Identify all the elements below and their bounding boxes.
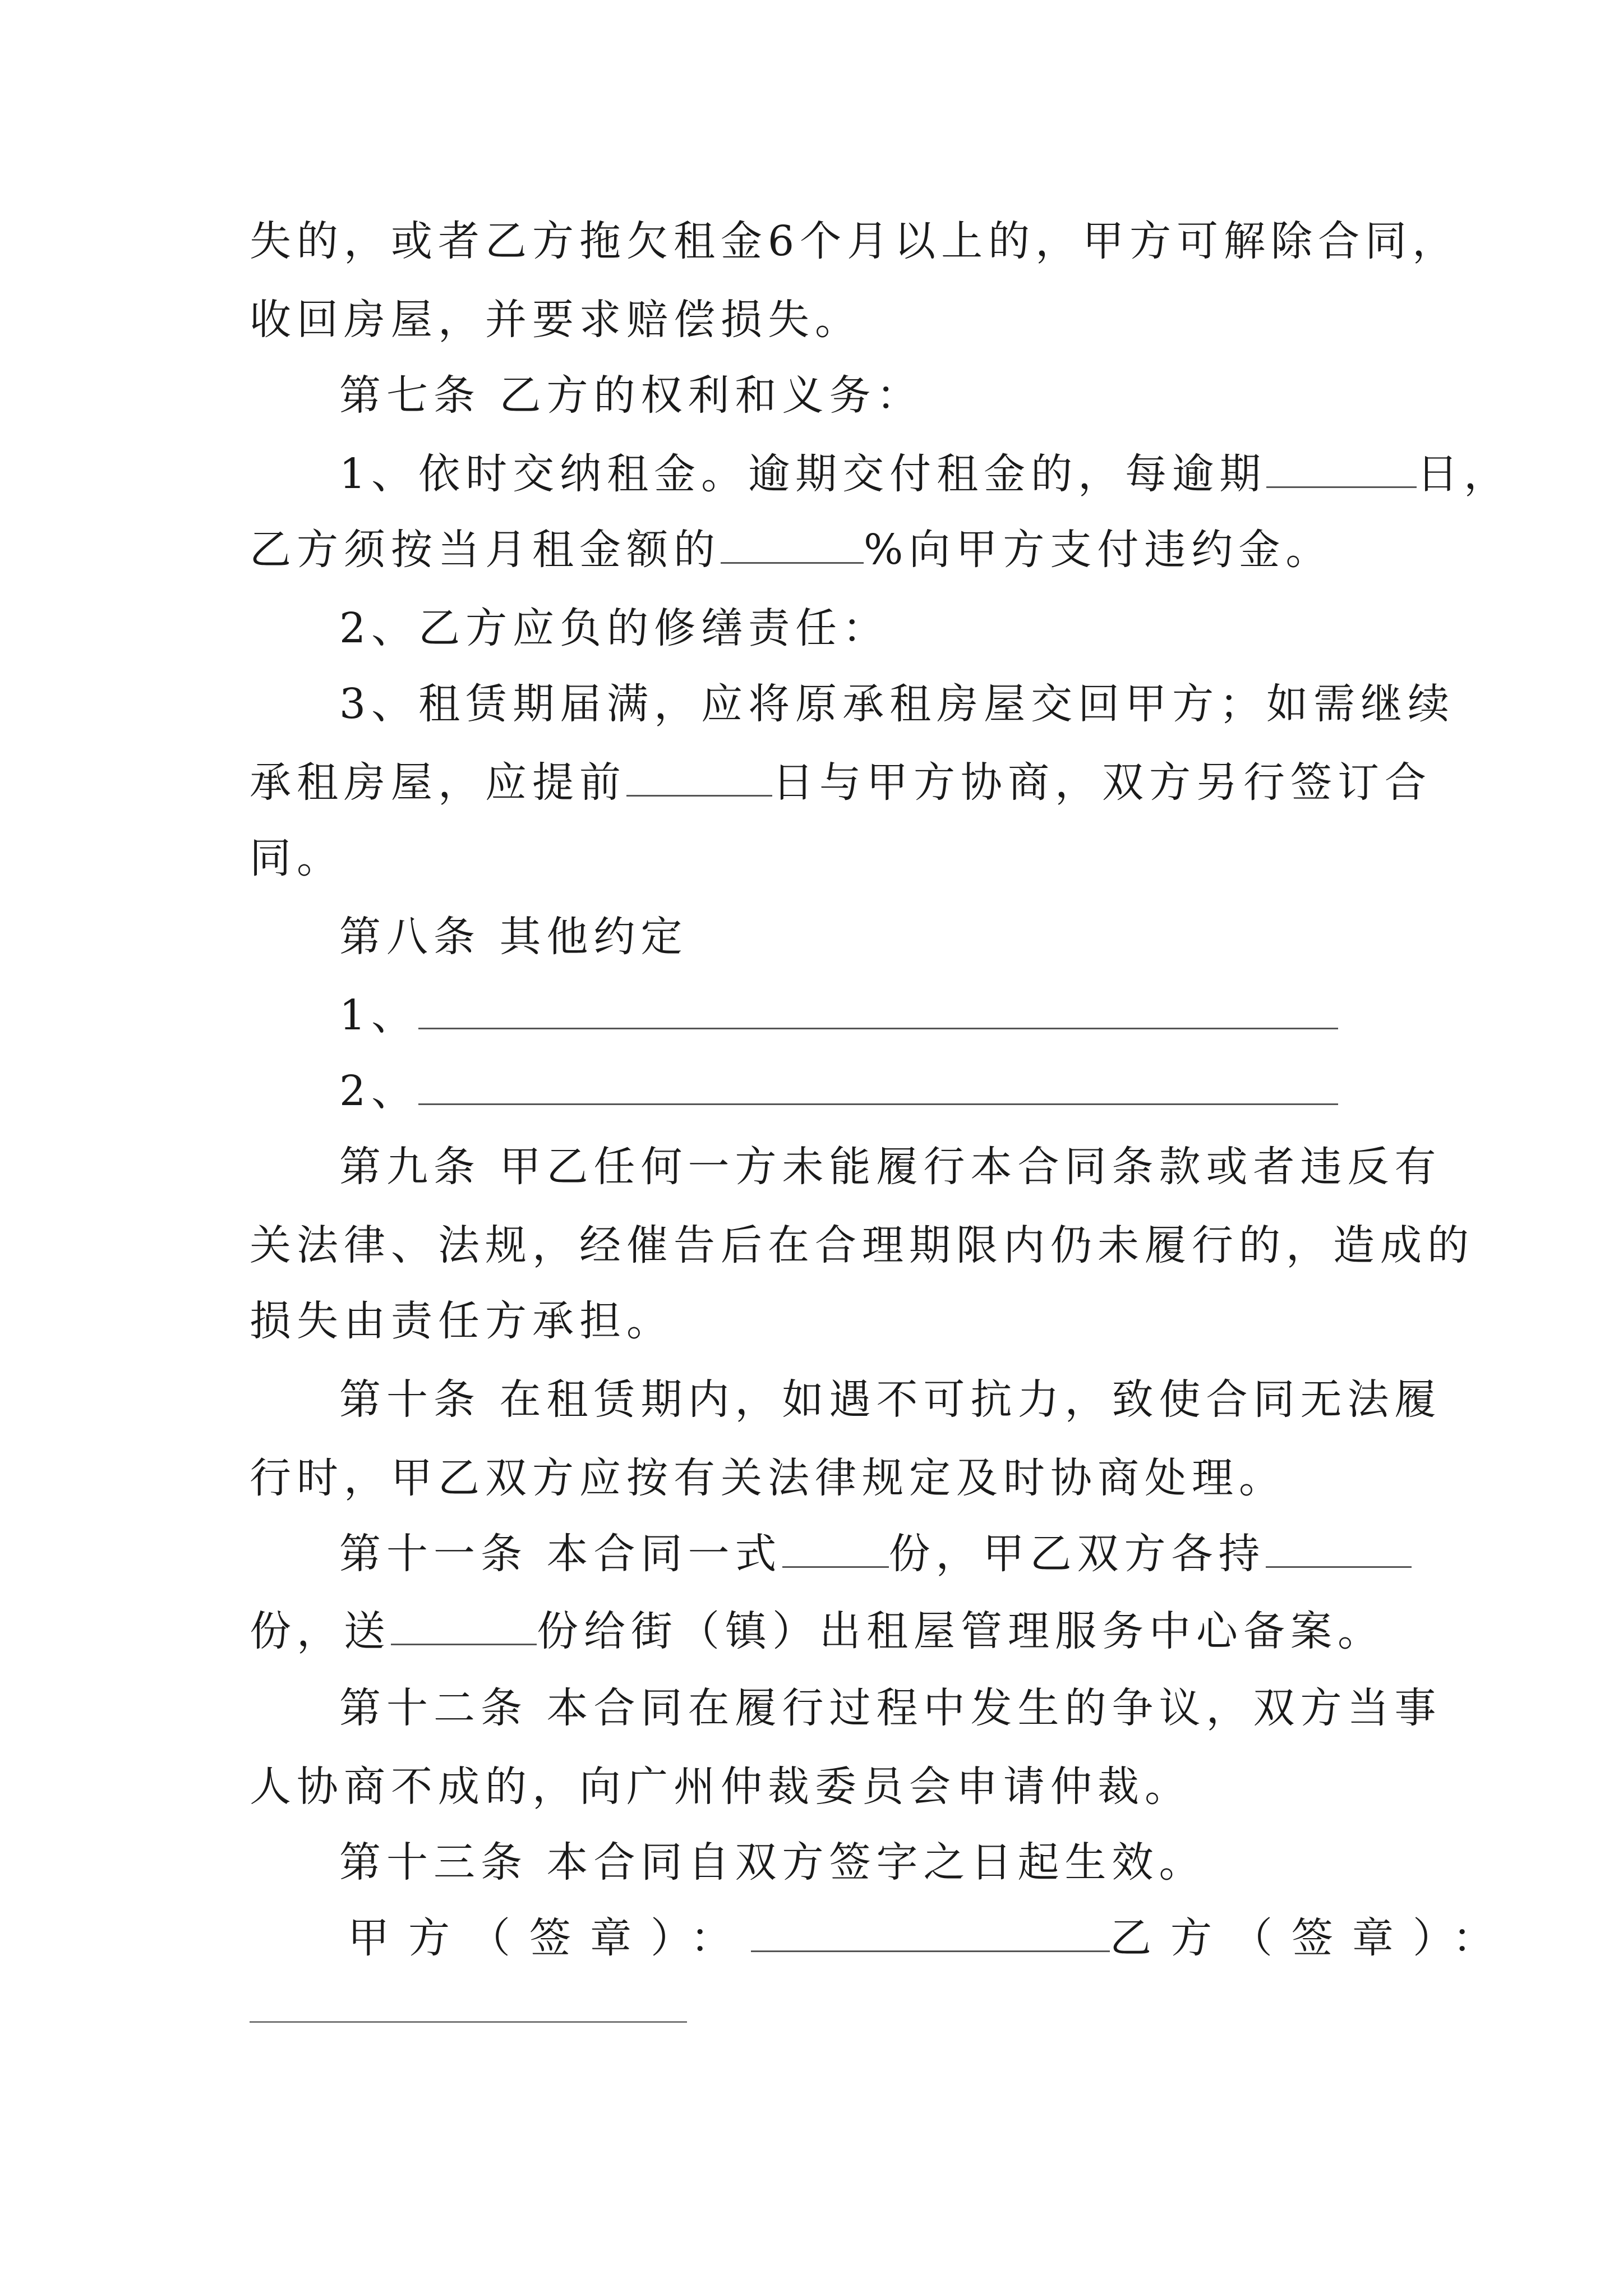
- text-segment: 第十一条 本合同一式: [339, 1530, 782, 1578]
- text-line: [250, 292, 1399, 348]
- text-segment: 第十二条 本合同在履行过程中发生的争议，双方当事: [339, 1684, 1442, 1732]
- text-segment: 2、乙方应负的修缮责任：: [339, 604, 890, 652]
- text-segment: 2、: [339, 1067, 419, 1115]
- text-line: [250, 1293, 1399, 1349]
- text-segment: 承租房屋，应提前: [250, 758, 626, 807]
- section-heading-8: [339, 909, 1489, 965]
- section-heading-7: [339, 367, 1489, 424]
- text-segment: 第九条 甲乙任何一方未能履行本合同条款或者违反有: [339, 1143, 1442, 1191]
- section-heading-9: [339, 1139, 1489, 1195]
- party-b-signature-blank: [250, 2021, 687, 2023]
- party-a-signature-blank: [751, 1916, 1110, 1952]
- party-a-signature-label: 甲方（签章）：: [348, 1914, 751, 1962]
- fill-in-blank: [391, 1609, 537, 1645]
- section-heading-13: [339, 1834, 1489, 1890]
- text-segment: 乙方须按当月租金额的: [250, 526, 721, 574]
- text-line: [250, 830, 1399, 886]
- section-heading-10: [339, 1372, 1489, 1428]
- text-segment: 第十条 在租赁期内，如遇不可抗力，致使合同无法履: [339, 1375, 1442, 1424]
- text-segment: 第七条 乙方的权利和义务：: [339, 371, 924, 420]
- text-line: [250, 522, 1399, 578]
- fill-in-blank: [782, 1531, 889, 1568]
- text-segment: 份给街（镇）出租屋管理服务中心备案。: [537, 1607, 1385, 1655]
- text-line: [250, 1217, 1474, 1273]
- text-line: [250, 1759, 1399, 1815]
- fill-in-blank: [626, 760, 772, 797]
- text-line: [250, 213, 1460, 269]
- text-segment: 第十三条 本合同自双方签字之日起生效。: [339, 1838, 1206, 1887]
- fill-in-blank: [418, 1069, 1338, 1105]
- text-line: [339, 600, 1489, 656]
- text-segment: 关法律、法规，经催告后在合理期限内仍未履行的，造成的: [250, 1221, 1474, 1269]
- section-heading-11: [339, 1526, 1489, 1582]
- text-line: [339, 446, 1511, 502]
- fill-in-blank: [1266, 1531, 1412, 1568]
- fill-in-blank: [1266, 452, 1417, 488]
- text-line: [339, 676, 1489, 732]
- section-heading-12: [339, 1680, 1489, 1736]
- text-segment: 收回房屋，并要求赔偿损失。: [250, 296, 862, 344]
- text-segment: 3、租赁期届满，应将原承租房屋交回甲方；如需继续: [339, 680, 1455, 728]
- text-segment: 同。: [250, 834, 344, 882]
- fill-in-blank: [418, 993, 1338, 1029]
- text-segment: 损失由责任方承担。: [250, 1297, 674, 1345]
- text-segment: 第八条 其他约定: [339, 913, 688, 961]
- text-segment: 日，: [1417, 450, 1511, 498]
- text-segment: 1、: [339, 991, 419, 1039]
- text-segment: 失的，或者乙方拖欠租金6个月以上的，甲方可解除合同，: [250, 217, 1460, 265]
- signature-row: [348, 1910, 1513, 1966]
- text-segment: 行时，甲乙双方应按有关法律规定及时协商处理。: [250, 1454, 1286, 1502]
- text-segment: 份，送: [250, 1607, 391, 1655]
- text-line: [250, 754, 1432, 811]
- text-segment: 人协商不成的，向广州仲裁委员会申请仲裁。: [250, 1763, 1192, 1811]
- party-b-signature-label: 乙方（签章）：: [1110, 1914, 1513, 1962]
- text-segment: 份，甲乙双方各持: [888, 1530, 1266, 1578]
- text-segment: %向甲方支付违约金。: [864, 526, 1333, 574]
- text-line: [250, 1603, 1399, 1659]
- text-line: [250, 1450, 1399, 1506]
- fill-in-blank: [721, 527, 864, 564]
- text-segment: 1、依时交纳租金。逾期交付租金的，每逾期: [339, 450, 1267, 498]
- text-segment: 日与甲方协商，双方另行签订合: [772, 758, 1432, 807]
- text-line: [339, 1063, 1489, 1119]
- text-line: [339, 987, 1489, 1043]
